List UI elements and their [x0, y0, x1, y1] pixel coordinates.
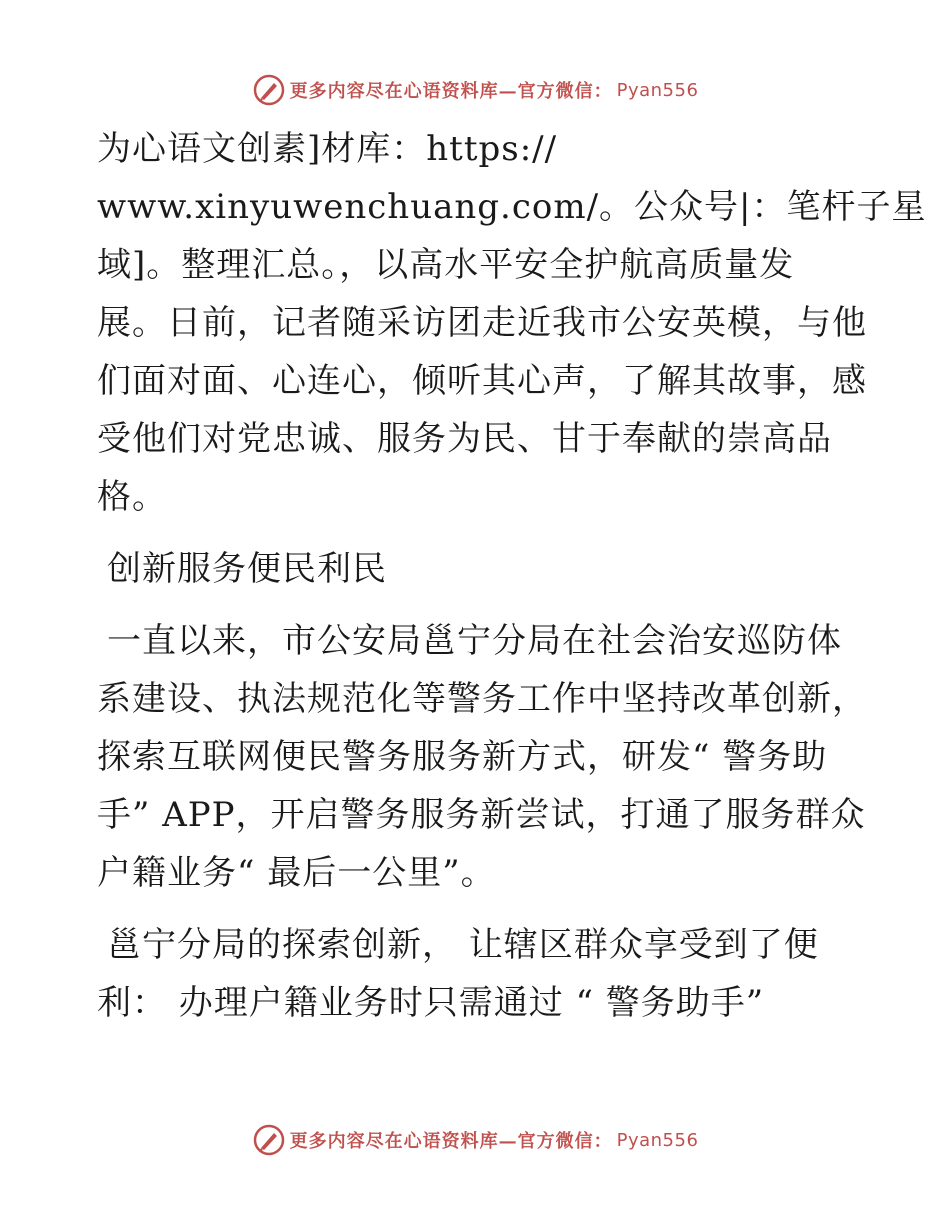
banner-contact: Pyan556	[616, 1129, 699, 1151]
pen-logo-icon	[252, 73, 286, 107]
text-line: 展。日前，记者随采访团走近我市公安英模，与他	[97, 303, 867, 343]
footer-banner	[0, 1120, 950, 1160]
text-line: 受他们对党忠诚、服务为民、甘于奉献的崇高品	[97, 419, 832, 459]
text-line: 域]。整理汇总。，以高水平安全护航高质量发	[97, 245, 795, 285]
banner-contact: Pyan556	[616, 79, 699, 101]
paragraph-innovation	[97, 612, 867, 902]
text-line: 一直以来，市公安局邕宁分局在社会治安巡防体	[107, 621, 842, 661]
text-line: 户籍业务“ 最后一公里”。	[97, 853, 496, 893]
text-line: 格。	[97, 477, 167, 517]
section-heading: 创新服务便民利民	[107, 549, 387, 589]
header-banner	[0, 70, 950, 110]
text-line: 利： 办理户籍业务时只需通过 “ 警务助手”	[97, 983, 765, 1023]
banner-slogan: 更多内容尽在心语资料库—官方微信：	[289, 1131, 613, 1152]
text-line: 邕宁分局的探索创新， 让辖区群众享受到了便	[107, 925, 819, 965]
pen-logo-icon	[252, 1123, 286, 1157]
text-line: 为心语文创素]材库：https://	[97, 129, 558, 169]
banner-slogan: 更多内容尽在心语资料库—官方微信：	[289, 81, 613, 102]
text-line: 系建设、执法规范化等警务工作中坚持改革创新，	[97, 679, 867, 719]
text-line: 们面对面、心连心，倾听其心声，了解其故事，感	[97, 361, 867, 401]
text-line: www.xinyuwenchuang.com/。公众号|：笔杆子星	[97, 187, 927, 227]
document-body	[97, 120, 927, 1032]
text-line: 探索互联网便民警务服务新方式，研发“ 警务助	[97, 737, 828, 777]
paragraph-intro	[97, 120, 927, 526]
paragraph-benefit	[97, 916, 857, 1032]
text-line: 手” APP，开启警务服务新尝试，打通了服务群众	[97, 795, 866, 835]
